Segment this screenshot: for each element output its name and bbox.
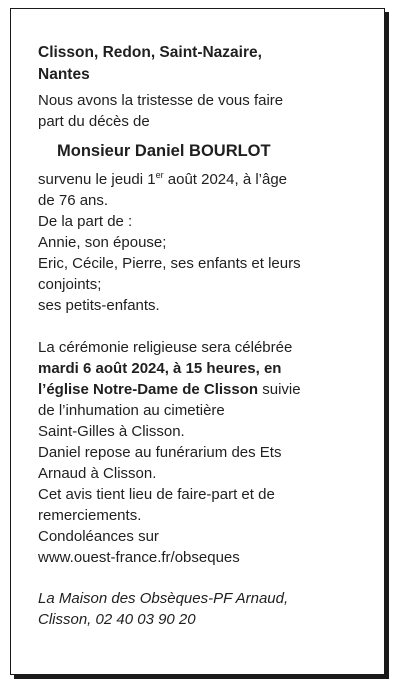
family-line: ses petits-enfants.	[38, 297, 160, 314]
ceremony-intro: La cérémonie religieuse sera célébrée	[38, 339, 293, 356]
locations-heading	[38, 42, 373, 86]
ceremony-line: Arnaud à Clisson.	[38, 465, 157, 482]
ceremony-details	[38, 337, 373, 568]
ceremony-line: Saint-Gilles à Clisson.	[38, 423, 185, 440]
ceremony-line: Condoléances sur	[38, 528, 159, 545]
intro-text	[38, 90, 373, 132]
ceremony-line: remerciements.	[38, 507, 142, 524]
family-line: Eric, Cécile, Pierre, ses enfants et leurs	[38, 255, 301, 272]
death-details	[38, 169, 373, 316]
deceased-name: Monsieur Daniel BOURLOT	[57, 142, 271, 160]
paragraph-gap	[38, 316, 373, 337]
family-line: conjoints;	[38, 276, 102, 293]
death-date-text: survenu le jeudi 1	[38, 171, 156, 188]
ceremony-line: de l’inhumation au cimetière	[38, 402, 225, 419]
ordinal-suffix: er	[155, 170, 164, 180]
condolences-url: www.ouest-france.fr/obseques	[38, 549, 240, 566]
ceremony-text: suivie	[258, 381, 301, 398]
age-text: de 76 ans.	[38, 192, 109, 209]
ceremony-line: Cet avis tient lieu de faire-part et de	[38, 486, 275, 503]
locations-line: Clisson, Redon, Saint-Nazaire,	[38, 44, 262, 61]
ceremony-line: Daniel repose au funérarium des Ets	[38, 444, 282, 461]
family-line: De la part de :	[38, 213, 133, 230]
signature-line: La Maison des Obsèques-PF Arnaud,	[38, 590, 289, 607]
ceremony-place: l’église Notre-Dame de Clisson	[38, 381, 259, 398]
intro-line: part du décès de	[38, 113, 150, 130]
death-date-text-cont: août 2024, à l’âge	[163, 171, 288, 188]
intro-line: Nous avons la tristesse de vous faire	[38, 92, 284, 109]
locations-line: Nantes	[38, 66, 90, 83]
obituary-notice	[38, 42, 373, 630]
family-line: Annie, son épouse;	[38, 234, 167, 251]
signature-line: Clisson, 02 40 03 90 20	[38, 611, 196, 628]
funeral-home-signature	[38, 588, 373, 630]
ceremony-date: mardi 6 août 2024, à 15 heures, en	[38, 360, 282, 377]
